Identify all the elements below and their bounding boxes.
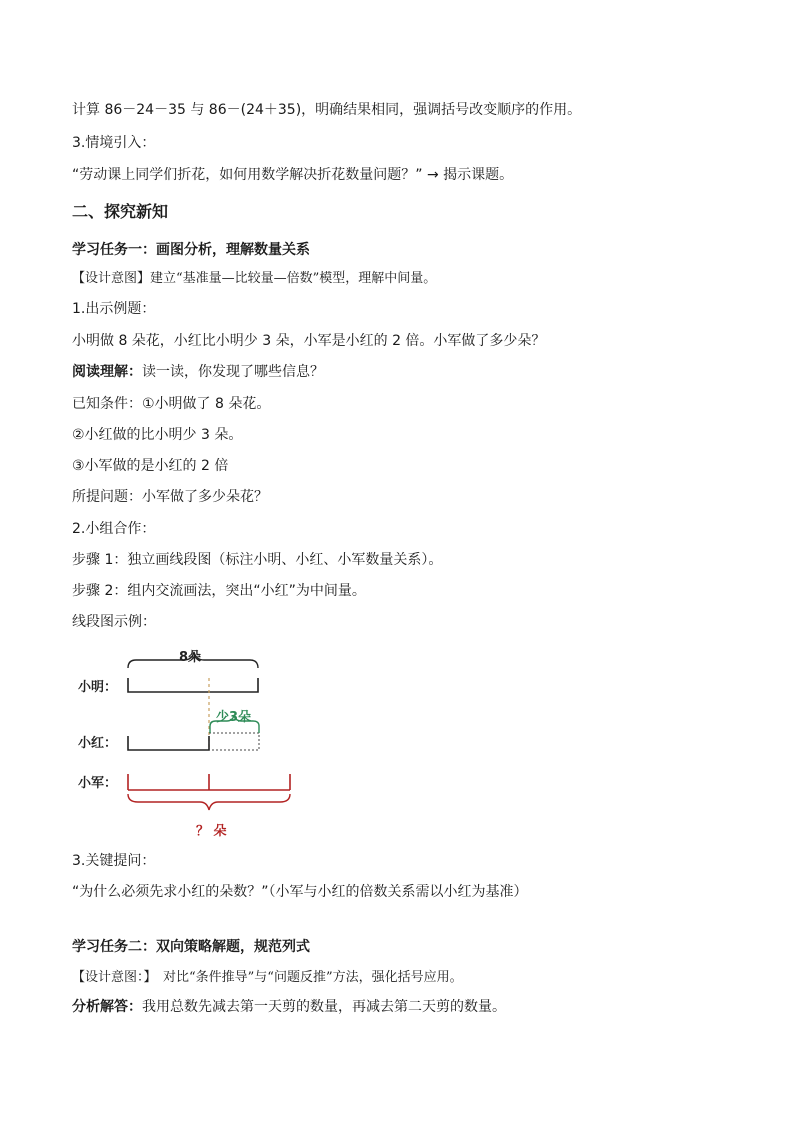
step-one: 步骤 1：独立画线段图（标注小明、小红、小军数量关系）。 (72, 552, 443, 568)
reading-text: 读一读，你发现了哪些信息？ (142, 364, 324, 380)
condition-two: ②小红做的比小明少 3 朵。 (72, 427, 243, 443)
example-problem: 小明做 8 朵花，小红比小明少 3 朵，小军是小红的 2 倍。小军做了多少朵？ (72, 333, 546, 349)
step-two: 步骤 2：组内交流画法，突出“小红”为中间量。 (72, 583, 366, 599)
missing-part (209, 733, 259, 750)
section-title-explore: 二、探究新知 (72, 202, 169, 221)
analysis-label: 分析解答： (72, 999, 142, 1015)
paragraph-calc: 计算 86－24－35 与 86－(24＋35)，明确结果相同，强调括号改变顺序的作用。 (72, 102, 582, 118)
analysis-text: 我用总数先减去第一天剪的数量，再减去第二天剪的数量。 (142, 999, 506, 1015)
design-intent-one: 【设计意图】建立“基准量—比较量—倍数”模型，理解中间量。 (72, 271, 437, 286)
row-label-xiaojun: 小军： (78, 776, 118, 791)
task-two-title: 学习任务二：双向策略解题，规范列式 (72, 939, 310, 955)
reading-label: 阅读理解： (72, 364, 142, 380)
reading-line (72, 362, 324, 382)
task-one-title: 学习任务一：画图分析，理解数量关系 (72, 242, 310, 258)
heading-key-question: 3.关键提问： (72, 853, 156, 869)
condition-three: ③小军做的是小红的 2 倍 (72, 458, 229, 474)
analysis-line (72, 997, 506, 1017)
key-question: “为什么必须先求小红的朵数？”（小军与小红的倍数关系需以小红为基准） (72, 884, 528, 900)
paragraph-scene: “劳动课上同学们折花，如何用数学解决折花数量问题？” → 揭示课题。 (72, 167, 514, 183)
top-label: 8朵 (179, 650, 202, 665)
row-label-xiaohong: 小红： (78, 736, 118, 751)
condition-one: 已知条件：①小明做了 8 朵花。 (72, 396, 271, 412)
xiaoming-segment (128, 678, 258, 692)
design-intent-two: 【设计意图：】 对比“条件推导”与“问题反推”方法，强化括号应用。 (72, 970, 463, 985)
bottom-brace (128, 794, 290, 810)
xiaojun-segment (128, 774, 290, 790)
heading-scene-intro: 3.情境引入： (72, 135, 156, 151)
heading-example: 1.出示例题： (72, 301, 156, 317)
bottom-label: ？ 朵 (196, 824, 227, 839)
less-label: 少3朵 (216, 710, 252, 725)
line-segment-diagram (72, 640, 332, 840)
diagram-caption: 线段图示例： (72, 614, 156, 630)
row-label-xiaoming: 小明： (78, 680, 118, 695)
xiaohong-segment (128, 736, 209, 750)
heading-group-work: 2.小组合作： (72, 521, 156, 537)
question-line: 所提问题：小军做了多少朵花？ (72, 489, 268, 505)
